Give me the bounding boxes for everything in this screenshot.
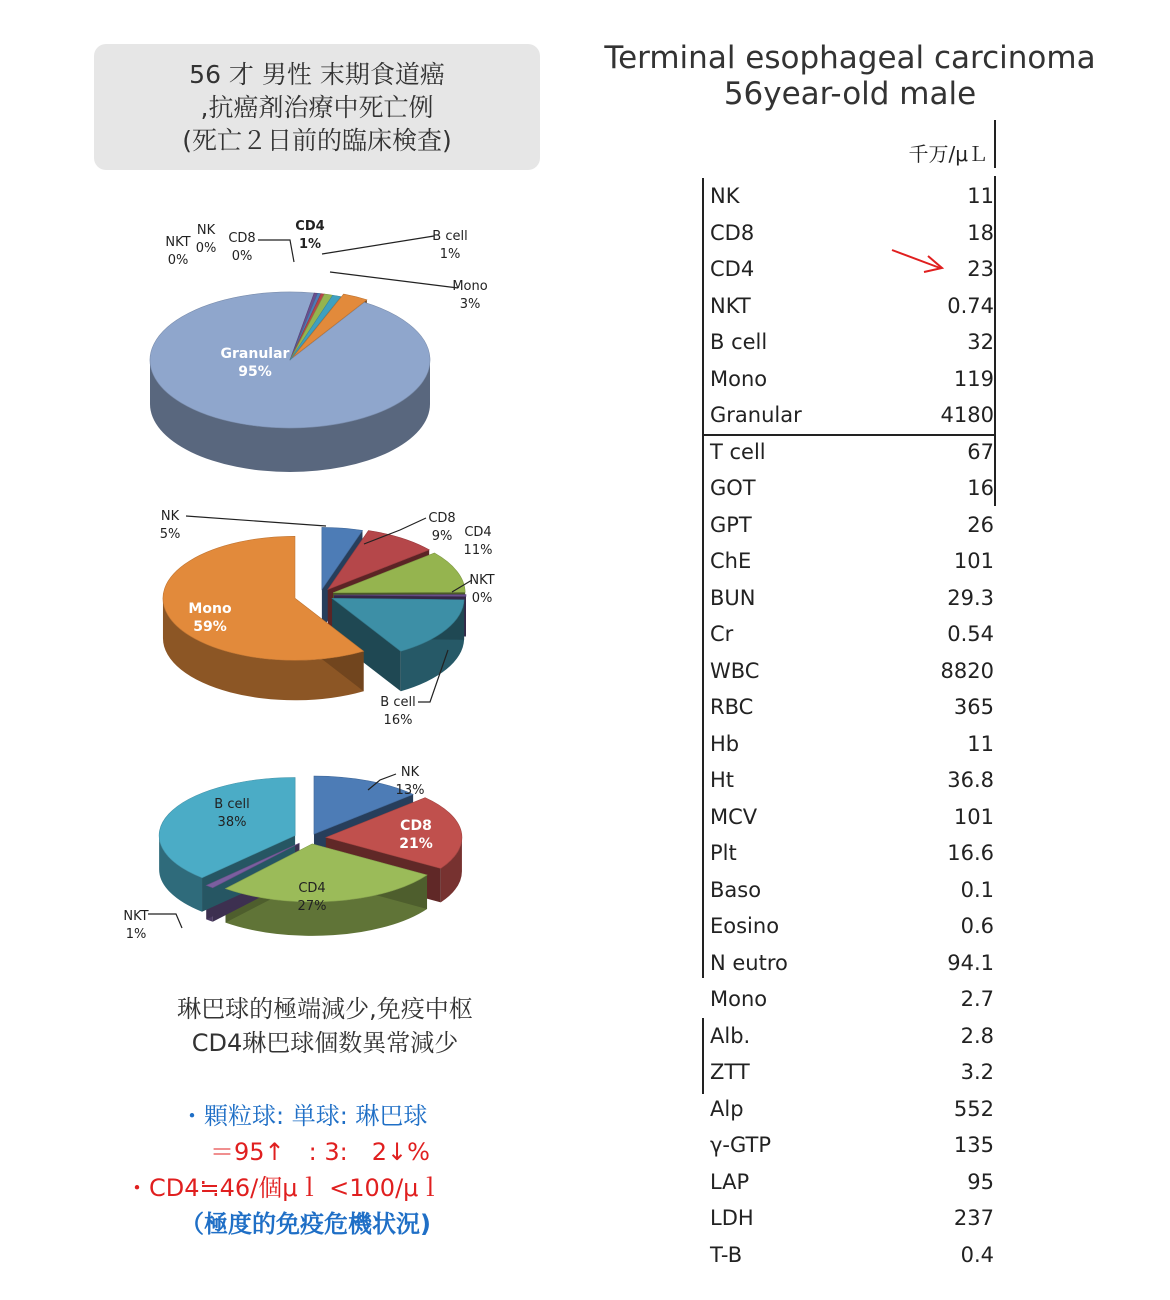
lab-table xyxy=(700,120,1000,1280)
lab-row xyxy=(700,874,998,910)
lab-row-value: 365 xyxy=(953,695,994,719)
pie-chart-3 xyxy=(110,760,510,960)
lab-row-name: NK xyxy=(710,184,740,208)
pie-label: NK xyxy=(196,223,216,238)
lab-row xyxy=(700,655,998,691)
note-ratio-label: ・顆粒球: 単球: 琳巴球 xyxy=(180,1102,428,1130)
lab-divider-top xyxy=(994,120,996,168)
notes-block xyxy=(110,1098,530,1242)
pie-value-label: 38% xyxy=(217,815,247,830)
pie-value-label: 59% xyxy=(193,619,227,635)
lab-row-name: Alb. xyxy=(710,1023,751,1048)
pie-chart-2-svg xyxy=(130,500,530,740)
lab-row xyxy=(700,618,998,654)
lab-row-value: 3.2 xyxy=(960,1060,994,1084)
lab-row xyxy=(700,326,998,362)
lab-row-value: 2.8 xyxy=(960,1023,994,1048)
lab-row xyxy=(700,399,998,435)
lab-row xyxy=(700,764,998,800)
pie-leader-line xyxy=(148,914,182,928)
lab-row-value: 0.74 xyxy=(947,293,994,318)
note-crisis: （極度的免疫危機状況) xyxy=(180,1210,431,1238)
lab-row-name: BUN xyxy=(710,585,756,610)
lab-row xyxy=(700,1056,998,1092)
lab-row xyxy=(700,436,998,472)
lab-row xyxy=(700,253,998,289)
pie-label: NKT xyxy=(469,573,495,588)
lab-row-name: NKT xyxy=(710,293,751,318)
pie-value-label: 0% xyxy=(231,249,253,264)
lab-row-value: 0.1 xyxy=(960,877,994,902)
lab-row-value: 237 xyxy=(953,1206,994,1230)
pie-value-label: 5% xyxy=(159,527,181,542)
lab-row xyxy=(700,1166,998,1202)
lab-row-name: N eutro xyxy=(710,950,788,975)
lab-row-name: CD4 xyxy=(710,257,755,281)
lab-row-value: 11 xyxy=(967,731,994,756)
pie-label: Mono xyxy=(452,279,488,294)
lab-row-name: Hb xyxy=(710,731,740,756)
lab-row-value: 8820 xyxy=(940,658,994,683)
pie-label: NKT xyxy=(165,235,191,250)
lab-row xyxy=(700,910,998,946)
lab-row xyxy=(700,1020,998,1056)
case-line-2: ,抗癌剤治療中死亡例 xyxy=(200,93,434,122)
pie-value-label: 1% xyxy=(298,237,322,252)
lab-row-name: RBC xyxy=(710,695,754,719)
pie-label: B cell xyxy=(432,229,468,244)
summary-text xyxy=(100,992,550,1060)
lab-unit-label: 千万/μＬ xyxy=(908,142,988,166)
note-ratio-values: ＝95↑ : 3: 2↓% xyxy=(210,1138,430,1166)
lab-row xyxy=(700,1129,998,1165)
lab-row-name: Plt xyxy=(710,841,737,865)
lab-row-name: Cr xyxy=(710,622,734,646)
pie-label: Granular xyxy=(220,346,290,362)
pie-value-label: 0% xyxy=(195,241,217,256)
lab-row-name: LAP xyxy=(710,1169,750,1194)
lab-row-value: 16 xyxy=(967,476,994,500)
pie-chart-1 xyxy=(130,210,530,460)
lab-row-value: 95 xyxy=(967,1169,994,1194)
pie-label: CD4 xyxy=(295,219,325,234)
lab-row xyxy=(700,180,998,216)
pie-label: Mono xyxy=(188,601,232,617)
lab-row-name: Mono xyxy=(710,987,768,1011)
pie-value-label: 95% xyxy=(238,364,272,380)
lab-row-name: Alp xyxy=(710,1096,744,1121)
summary-line-2: CD4琳巴球個数異常減少 xyxy=(191,1029,459,1057)
lab-row xyxy=(700,217,998,253)
lab-row-name: CD8 xyxy=(710,220,755,245)
lab-row-value: 29.3 xyxy=(947,585,994,610)
pie-value-label: 9% xyxy=(431,529,453,544)
pie-label: CD4 xyxy=(298,881,326,896)
lab-row-value: 67 xyxy=(967,439,994,464)
lab-row xyxy=(700,290,998,326)
pie-chart-2 xyxy=(130,500,530,740)
lab-row xyxy=(700,983,998,1019)
lab-row-name: Eosino xyxy=(710,914,780,938)
pie-value-label: 21% xyxy=(399,836,433,852)
lab-row-name: Ht xyxy=(710,768,735,792)
lab-row xyxy=(700,691,998,727)
title-line-1: Terminal esophageal carcinoma xyxy=(604,40,1096,76)
lab-row-value: 552 xyxy=(953,1096,994,1121)
lab-row xyxy=(700,801,998,837)
lab-row-value: 26 xyxy=(967,512,994,537)
lab-row-value: 0.54 xyxy=(947,622,994,646)
lab-row-name: WBC xyxy=(710,658,760,683)
lab-row-name: ChE xyxy=(710,549,752,573)
pie-label: CD8 xyxy=(400,818,432,834)
pie-leader-line xyxy=(186,516,326,526)
page-title xyxy=(600,40,1100,112)
lab-row xyxy=(700,947,998,983)
lab-row xyxy=(700,472,998,508)
lab-row-value: 0.4 xyxy=(960,1242,994,1267)
pie-value-label: 0% xyxy=(167,253,189,268)
lab-row-value: 16.6 xyxy=(947,841,994,865)
pie-label: CD8 xyxy=(428,511,456,526)
lab-row xyxy=(700,837,998,873)
case-summary-box xyxy=(94,44,540,170)
pie-value-label: 0% xyxy=(471,591,493,606)
pie-value-label: 1% xyxy=(439,247,461,262)
lab-row-value: 101 xyxy=(953,549,994,573)
lab-row xyxy=(700,582,998,618)
lab-row-name: ZTT xyxy=(710,1060,750,1084)
case-line-3: (死亡２日前的臨床検査) xyxy=(182,126,452,155)
pie-value-label: 11% xyxy=(463,543,493,558)
pie-label: NK xyxy=(160,509,180,524)
lab-row-value: 0.6 xyxy=(960,914,994,938)
pie-value-label: 13% xyxy=(395,783,425,798)
lab-row-value: 101 xyxy=(953,804,994,829)
lab-row-value: 36.8 xyxy=(947,768,994,792)
lab-row-value: 11 xyxy=(967,184,994,208)
pie-label: B cell xyxy=(214,797,250,812)
pie-chart-3-svg xyxy=(110,760,510,960)
lab-row-value: 135 xyxy=(953,1133,994,1157)
lab-row-value: 2.7 xyxy=(960,987,994,1011)
lab-row-name: T cell xyxy=(710,439,766,464)
lab-row-name: Granular xyxy=(710,403,802,427)
pie-value-label: 3% xyxy=(459,297,481,312)
lab-row xyxy=(700,1202,998,1238)
lab-row xyxy=(700,363,998,399)
pie-label: CD8 xyxy=(228,231,256,246)
summary-line-1: 琳巴球的極端減少,免疫中枢 xyxy=(177,995,473,1023)
lab-row xyxy=(700,1239,998,1275)
lab-row xyxy=(700,509,998,545)
note-cd4-count: ・CD4≒46/個μｌ <100/μｌ xyxy=(125,1174,443,1202)
lab-row-name: γ-GTP xyxy=(710,1133,772,1157)
pie-value-label: 16% xyxy=(383,713,413,728)
lab-row-value: 119 xyxy=(953,366,994,391)
lab-row-name: GOT xyxy=(710,476,756,500)
pie-label: B cell xyxy=(380,695,416,710)
lab-row xyxy=(700,1093,998,1129)
pie-value-label: 1% xyxy=(125,927,147,942)
lab-row xyxy=(700,545,998,581)
lab-row-value: 4180 xyxy=(940,403,994,427)
lab-row-name: Mono xyxy=(710,366,768,391)
pie-leader-line xyxy=(330,272,458,288)
pie-label: NKT xyxy=(123,909,149,924)
case-line-1: 56 才 男性 末期食道癌 xyxy=(189,60,445,89)
lab-row-value: 18 xyxy=(967,220,994,245)
pie-leader-line xyxy=(258,240,294,262)
pie-value-label: 27% xyxy=(297,899,327,914)
pie-leader-line xyxy=(322,236,434,254)
lab-row-value: 32 xyxy=(967,330,994,354)
lab-row-name: B cell xyxy=(710,330,768,354)
pie-chart-1-svg xyxy=(130,210,530,460)
lab-row-name: T-B xyxy=(710,1242,743,1267)
lab-row-name: LDH xyxy=(710,1206,754,1230)
lab-row xyxy=(700,728,998,764)
lab-row-value: 23 xyxy=(967,257,994,281)
lab-row-name: GPT xyxy=(710,512,752,537)
lab-row-value: 94.1 xyxy=(947,950,994,975)
title-line-2: 56year-old male xyxy=(723,76,977,112)
lab-row-name: MCV xyxy=(710,804,758,829)
pie-label: CD4 xyxy=(464,525,492,540)
pie-label: NK xyxy=(400,765,420,780)
lab-row-name: Baso xyxy=(710,877,762,902)
cd4-arrow-icon xyxy=(888,246,948,276)
